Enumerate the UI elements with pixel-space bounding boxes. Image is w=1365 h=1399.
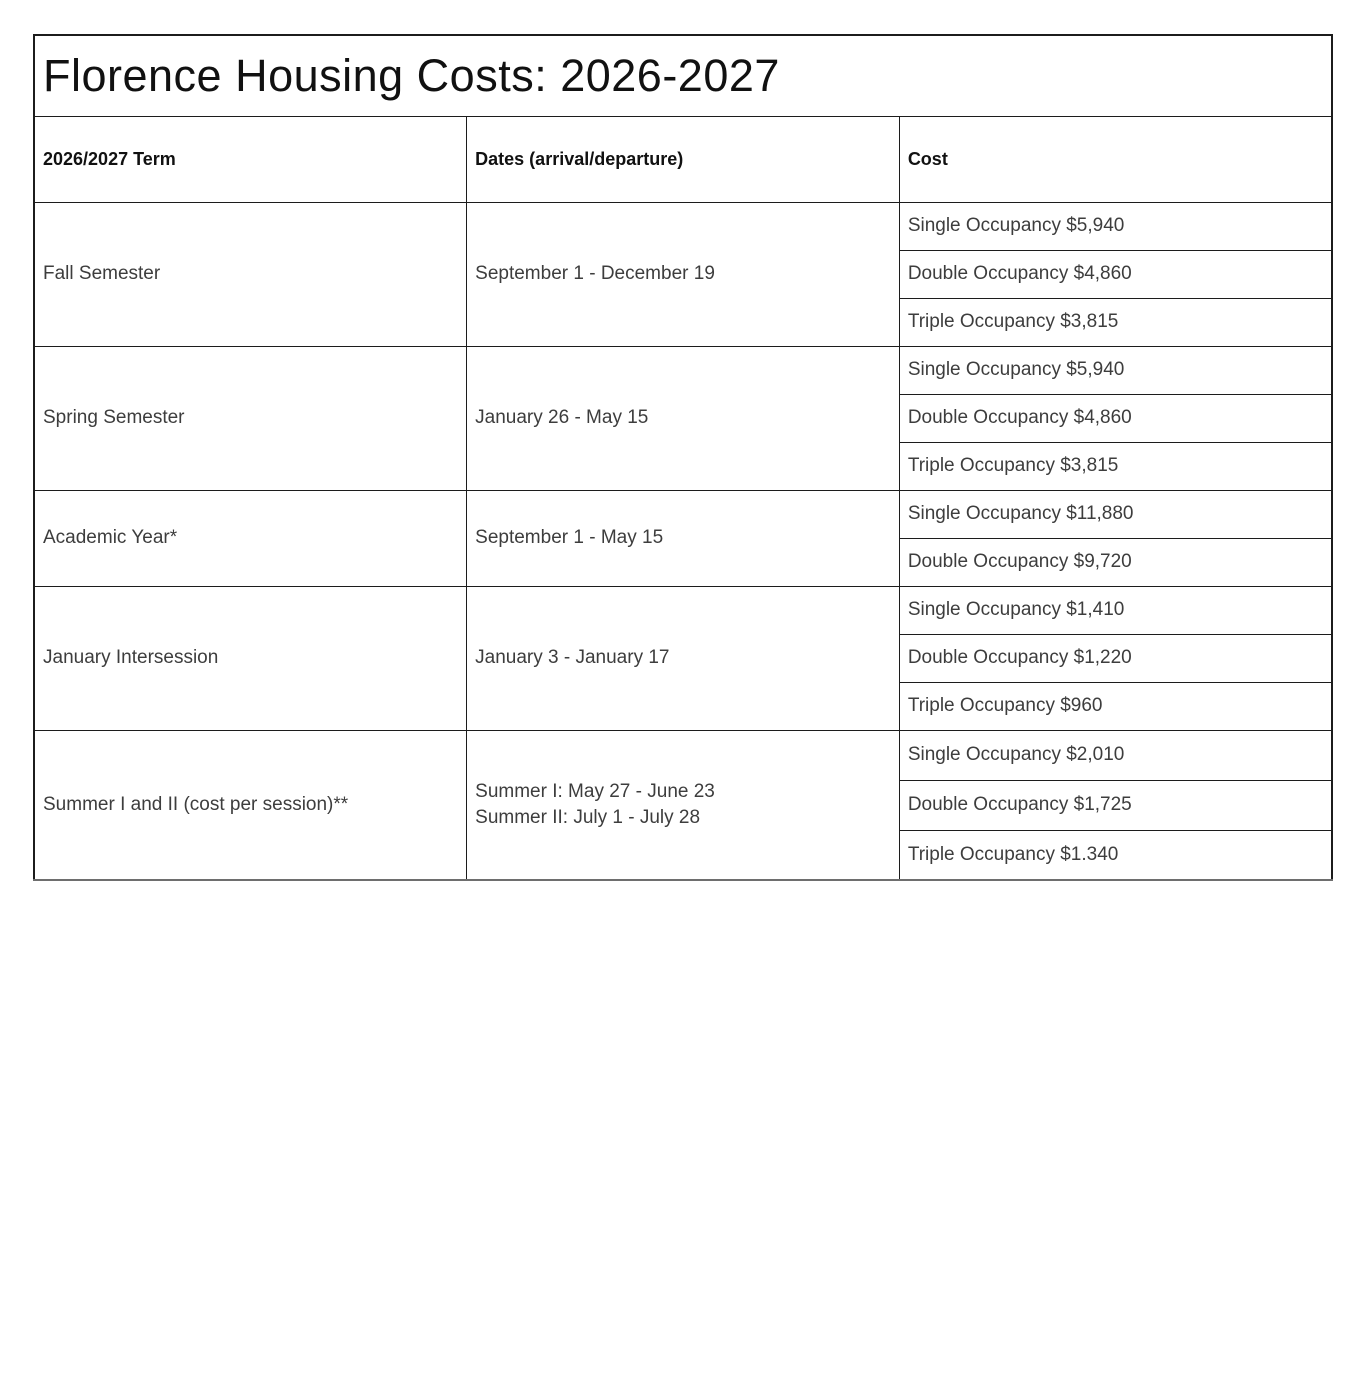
dates-cell-january-intersession xyxy=(467,586,900,730)
title-row xyxy=(34,35,1332,116)
term-cell-january-intersession: January Intersession xyxy=(34,586,467,730)
column-header-dates: Dates (arrival/departure) xyxy=(467,116,900,202)
dates-cell-spring xyxy=(467,346,900,490)
cost-cell: Double Occupancy $1,220 xyxy=(899,634,1332,682)
dates-line: January 26 - May 15 xyxy=(475,407,649,428)
header-row xyxy=(34,116,1332,202)
dates-line: Summer I: May 27 - June 23 xyxy=(475,780,715,802)
dates-line: September 1 - May 15 xyxy=(475,527,664,548)
cost-cell: Single Occupancy $11,880 xyxy=(899,490,1332,538)
cost-cell: Single Occupancy $5,940 xyxy=(899,346,1332,394)
cost-cell: Single Occupancy $1,410 xyxy=(899,586,1332,634)
table-row-academic-year xyxy=(34,490,1332,538)
term-cell-spring: Spring Semester xyxy=(34,346,467,490)
term-cell-academic-year: Academic Year* xyxy=(34,490,467,586)
cost-cell: Single Occupancy $5,940 xyxy=(899,202,1332,250)
dates-cell-summer xyxy=(467,730,900,880)
term-cell-fall: Fall Semester xyxy=(34,202,467,346)
housing-costs-table xyxy=(33,34,1333,881)
cost-cell: Triple Occupancy $3,815 xyxy=(899,442,1332,490)
cost-cell: Triple Occupancy $1.340 xyxy=(899,830,1332,880)
dates-cell-academic-year xyxy=(467,490,900,586)
table-row-january-intersession xyxy=(34,586,1332,634)
cost-cell: Single Occupancy $2,010 xyxy=(899,730,1332,780)
table-row-fall xyxy=(34,202,1332,250)
table-row-summer xyxy=(34,730,1332,780)
dates-cell-fall xyxy=(467,202,900,346)
cost-cell: Double Occupancy $9,720 xyxy=(899,538,1332,586)
dates-line: January 3 - January 17 xyxy=(475,647,670,668)
dates-line: September 1 - December 19 xyxy=(475,263,715,284)
cost-cell: Double Occupancy $1,725 xyxy=(899,780,1332,830)
cost-cell: Double Occupancy $4,860 xyxy=(899,394,1332,442)
cost-cell: Triple Occupancy $960 xyxy=(899,682,1332,730)
table-row-spring xyxy=(34,346,1332,394)
page-title: Florence Housing Costs: 2026-2027 xyxy=(34,35,1332,116)
term-cell-summer: Summer I and II (cost per session)** xyxy=(34,730,467,880)
cost-cell: Double Occupancy $4,860 xyxy=(899,250,1332,298)
column-header-cost: Cost xyxy=(899,116,1332,202)
dates-line: Summer II: July 1 - July 28 xyxy=(475,806,701,828)
column-header-term: 2026/2027 Term xyxy=(34,116,467,202)
cost-cell: Triple Occupancy $3,815 xyxy=(899,298,1332,346)
